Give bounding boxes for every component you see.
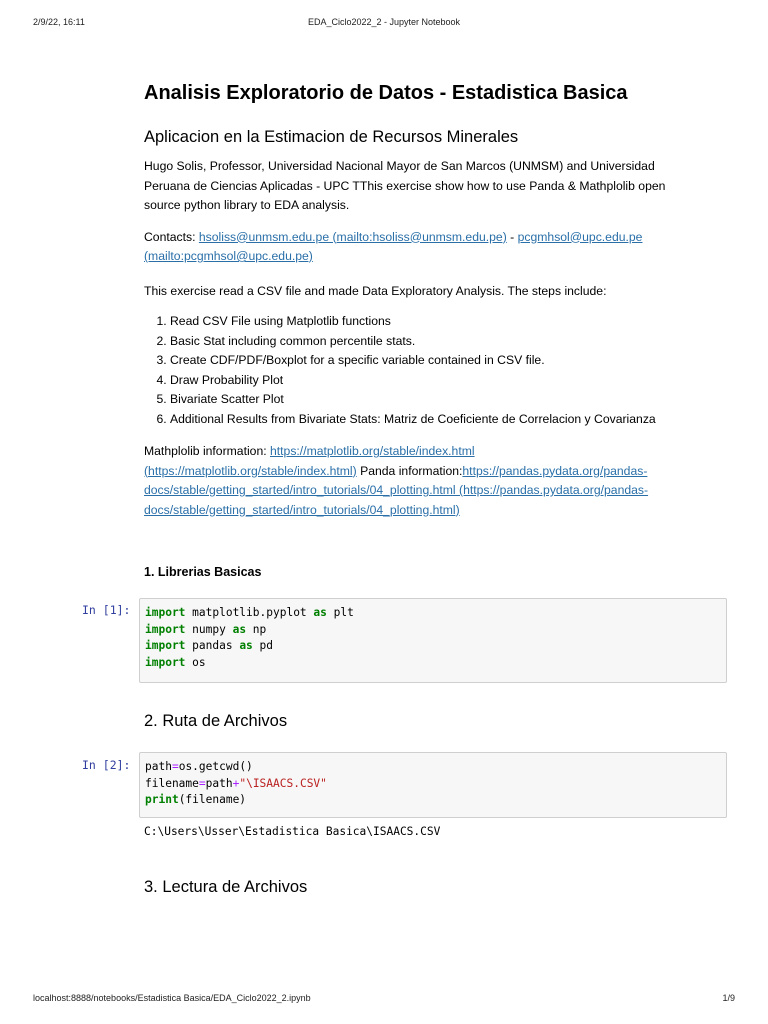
section-heading-ruta: 2. Ruta de Archivos <box>144 712 288 730</box>
panda-label: Panda information: <box>356 463 463 478</box>
notebook-subtitle: Aplicacion en la Estimacion de Recursos Minerales <box>144 128 519 146</box>
matplotlib-link[interactable]: https://matplotlib.org/stable/index.html <box>270 444 475 458</box>
contacts-paragraph <box>144 228 734 267</box>
pandas-link[interactable]: https://pandas.pydata.org/pandas- <box>462 463 648 478</box>
contacts-separator: - <box>506 229 518 244</box>
list-item: 1. Read CSV File using Matplotlib functions <box>170 312 734 332</box>
list-item: 4. Draw Probability Plot <box>170 371 734 391</box>
code-cell-2[interactable]: path=os.getcwd() filename=path+"\ISAACS.CSV" print(filename) <box>139 752 727 818</box>
intro-paragraph <box>144 157 734 216</box>
mathplolib-label: Mathplolib information: <box>144 444 270 458</box>
email-link-upc[interactable]: pcgmhsol@upc.edu.pe <box>517 229 643 244</box>
info-paragraph <box>144 442 734 520</box>
list-item: 6. Additional Results from Bivariate Stats: Matriz de Coeficiente de Correlacion y Covarianza <box>170 410 734 430</box>
intro-line: Peruana de Ciencias Aplicadas - UPC TThis exercise show how to use Panda & Mathplolib open <box>144 178 666 193</box>
steps-list <box>144 312 734 429</box>
contacts-label: Contacts: <box>144 229 199 244</box>
cell-prompt-2: In [2]: <box>82 758 131 772</box>
print-date: 2/9/22, 16:11 <box>33 17 85 27</box>
list-item: 2. Basic Stat including common percentile stats. <box>170 332 734 352</box>
print-page-number: 1/9 <box>722 993 735 1003</box>
print-page-title: EDA_Ciclo2022_2 - Jupyter Notebook <box>307 17 461 27</box>
section-heading-lectura: 3. Lectura de Archivos <box>144 878 308 896</box>
cell-prompt-1: In [1]: <box>82 603 131 617</box>
print-url: localhost:8888/notebooks/Estadistica Basica/EDA_Ciclo2022_2.ipynb <box>33 993 311 1003</box>
intro-line: source python library to EDA analysis. <box>144 198 350 212</box>
email-link-unmsm[interactable]: hsoliss@unmsm.edu.pe (mailto:hsoliss@unmsm.edu.pe) <box>198 229 507 244</box>
matplotlib-link-full[interactable]: (https://matplotlib.org/stable/index.html) <box>144 463 357 478</box>
email-link-upc-mailto[interactable]: (mailto:pcgmhsol@upc.edu.pe) <box>144 249 313 263</box>
notebook-content <box>144 78 734 520</box>
pandas-link-end[interactable]: docs/stable/getting_started/intro_tutorials/04_plotting.html) <box>144 502 460 517</box>
section-heading-librerias: 1. Librerias Basicas <box>144 565 262 579</box>
steps-intro: This exercise read a CSV file and made Data Exploratory Analysis. The steps include: <box>144 283 607 298</box>
code-cell-1[interactable]: import matplotlib.pyplot as plt import numpy as np import pandas as pd import os <box>139 598 727 683</box>
pandas-link-cont[interactable]: docs/stable/getting_started/intro_tutorials/04_plotting.html (https://pandas.pydata.org/pandas- <box>144 483 649 497</box>
list-item: 5. Bivariate Scatter Plot <box>170 390 734 410</box>
notebook-title: Analisis Exploratorio de Datos - Estadistica Basica <box>144 82 628 104</box>
list-item: 3. Create CDF/PDF/Boxplot for a specific variable contained in CSV file. <box>170 351 734 371</box>
intro-line: Hugo Solis, Professor, Universidad Nacional Mayor de San Marcos (UNMSM) and Universidad <box>144 159 655 173</box>
cell-output-2: C:\Users\Usser\Estadistica Basica\ISAACS.CSV <box>144 825 441 838</box>
